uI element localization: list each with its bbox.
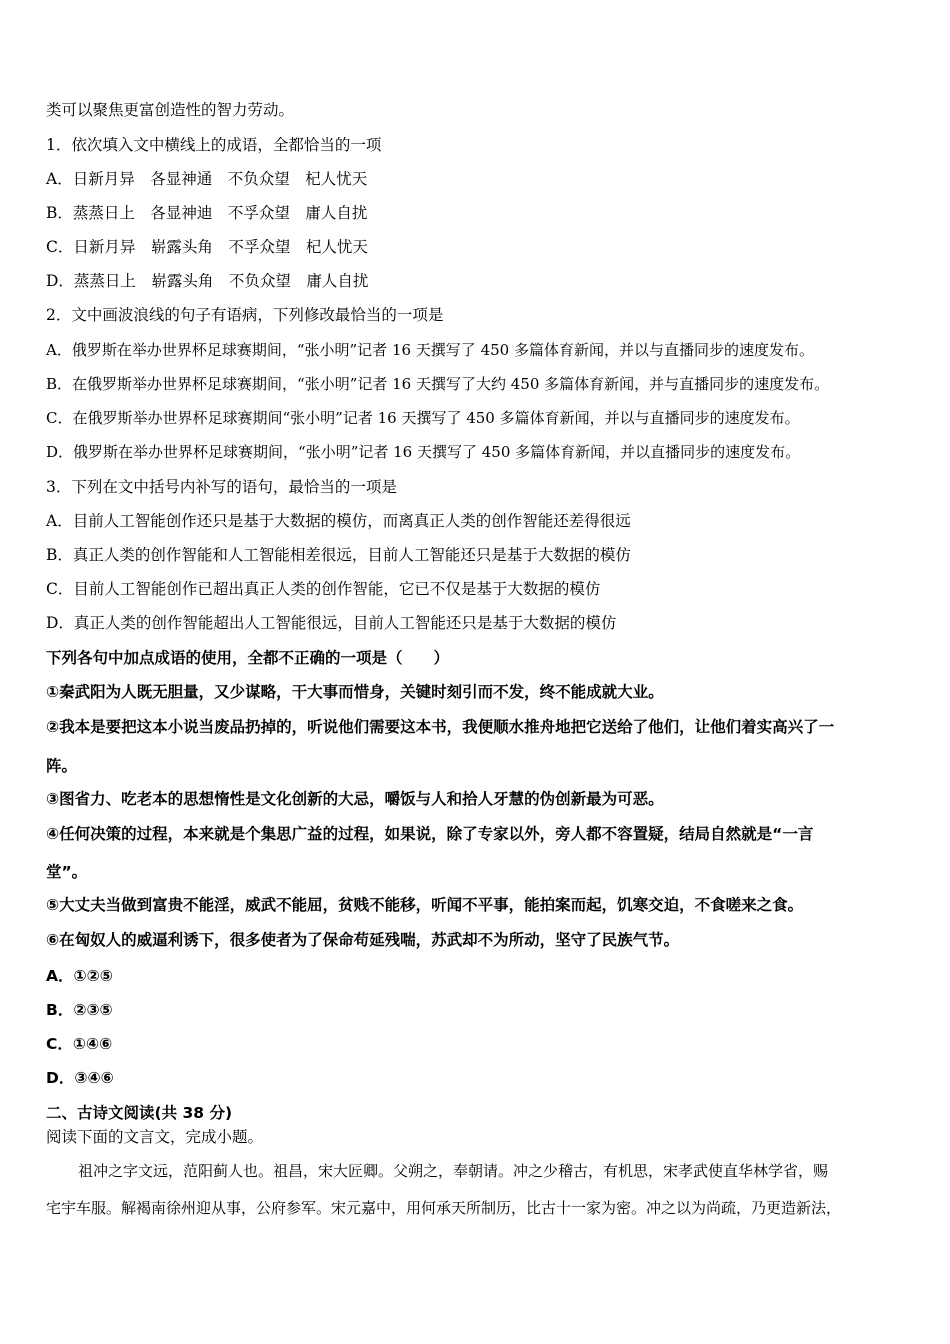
q4-item-4: ④任何决策的过程，本来就是个集思广益的过程，如果说，除了专家以外，旁人都不容置疑，结局自然就是“一言 <box>46 825 814 843</box>
q4-option-b: B．②③⑤ <box>46 1001 113 1019</box>
q4-item-6: ⑥在匈奴人的威逼利诱下，很多使者为了保命苟延残喘，苏武却不为所动，坚守了民族气节。 <box>46 931 680 949</box>
section2-title: 二、古诗文阅读(共 38 分) <box>46 1104 233 1122</box>
q1-option-b: B．蒸蒸日上 各显神迪 不孚众望 庸人自扰 <box>46 204 368 222</box>
q4-item-4-cont: 堂”。 <box>46 863 88 881</box>
q2-option-d: D．俄罗斯在举办世界杯足球赛期间，“张小明”记者 16 天撰写了 450 多篇体育新闻，并以直播同步的速度发布。 <box>46 443 801 461</box>
q2-stem: 2．文中画波浪线的句子有语病，下列修改最恰当的一项是 <box>46 306 444 324</box>
q1-stem: 1．依次填入文中横线上的成语，全都恰当的一项 <box>46 136 382 154</box>
q4-item-3: ③图省力、吃老本的思想惰性是文化创新的大忌，嚼饭与人和拾人牙慧的伪创新最为可恶。 <box>46 790 664 808</box>
q4-option-a: A．①②⑤ <box>46 967 113 985</box>
q1-option-c: C．日新月异 崭露头角 不孚众望 杞人忧天 <box>46 238 368 256</box>
q3-option-a: A．目前人工智能创作还只是基于大数据的模仿，而离真正人类的创作智能还差得很远 <box>46 512 631 530</box>
q4-item-1: ①秦武阳为人既无胆量，又少谋略，干大事而惜身，关键时刻引而不发，终不能成就大业。 <box>46 683 664 701</box>
section2-instruction: 阅读下面的文言文，完成小题。 <box>46 1128 264 1146</box>
q3-option-d: D．真正人类的创作智能超出人工智能很远，目前人工智能还只是基于大数据的模仿 <box>46 614 617 632</box>
q3-stem: 3．下列在文中括号内补写的语句，最恰当的一项是 <box>46 478 397 496</box>
q1-option-a: A．日新月异 各显神通 不负众望 杞人忧天 <box>46 170 368 188</box>
intro-tail-text: 类可以聚焦更富创造性的智力劳动。 <box>46 101 295 119</box>
q3-option-b: B．真正人类的创作智能和人工智能相差很远，目前人工智能还只是基于大数据的模仿 <box>46 546 631 564</box>
q4-item-2: ②我本是要把这本小说当废品扔掉的，听说他们需要这本书，我便顺水推舟地把它送给了他们，让他们着实高兴了一 <box>46 718 835 736</box>
passage-line-2: 宅宇车服。解褐南徐州迎从事，公府参军。宋元嘉中，用何承天所制历，比古十一家为密。冲之以为尚疏，乃更造新法， <box>46 1199 842 1217</box>
q3-option-c: C．目前人工智能创作已超出真正人类的创作智能，它已不仅是基于大数据的模仿 <box>46 580 601 598</box>
q1-option-d: D．蒸蒸日上 崭露头角 不负众望 庸人自扰 <box>46 272 369 290</box>
q4-item-2-cont: 阵。 <box>46 757 78 775</box>
q4-item-5: ⑤大丈夫当做到富贵不能淫，威武不能屈，贫贱不能移，听闻不平事，能拍案而起，饥寒交迫，不食嗟来之食。 <box>46 896 804 914</box>
q2-option-a: A．俄罗斯在举办世界杯足球赛期间，“张小明”记者 16 天撰写了 450 多篇体育新闻，并以与直播同步的速度发布。 <box>46 341 814 359</box>
q2-option-b: B．在俄罗斯举办世界杯足球赛期间，“张小明”记者 16 天撰写了大约 450 多篇体育新闻，并与直播同步的速度发布。 <box>46 375 830 393</box>
passage-line-1: 祖冲之字文远，范阳蓟人也。祖昌，宋大匠卿。父朔之，奉朝请。冲之少稽古，有机思，宋孝武使直华林学省，赐 <box>78 1162 829 1180</box>
q4-option-d: D．③④⑥ <box>46 1069 114 1087</box>
q4-stem: 下列各句中加点成语的使用，全都不正确的一项是（ ） <box>46 649 450 667</box>
q2-option-c: C．在俄罗斯举办世界杯足球赛期间“张小明”记者 16 天撰写了 450 多篇体育新闻，并以与直播同步的速度发布。 <box>46 409 800 427</box>
q4-option-c: C．①④⑥ <box>46 1035 113 1053</box>
